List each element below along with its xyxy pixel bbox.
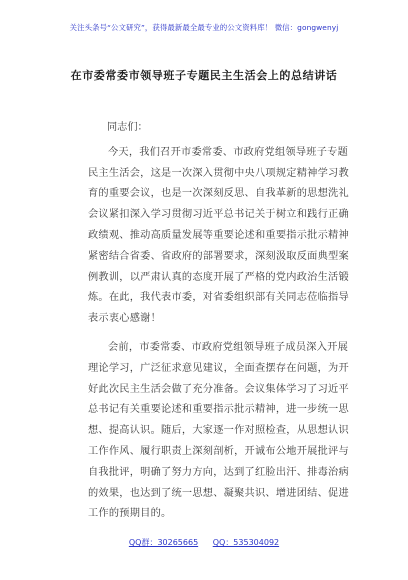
qq-link[interactable]: QQ：535304092 [212,538,280,547]
text-line: 自我批评，明确了努力方向，达到了红脸出汗、排毒治病 [88,466,349,478]
header-note: 关注头条号“公文研究”，获得最新最全最专业的公文资料库！ 微信：gongwenyj [69,23,339,32]
text-line: 例教训，以严肃认真的态度开展了严格的党内政治生活锻 [88,271,349,283]
text-line: 的效果，也达到了统一思想、凝聚共识、增进团结、促进 [88,487,349,499]
text-line: 政绩观、推动高质量发展等重要论述和重要指示批示精神 [88,229,349,241]
paragraph-1 [88,143,349,330]
text-line: 今天，我们召开市委常委、市政府党组领导班子专题 [108,146,349,158]
text-line: 民主生活会，这是一次深入贯彻中央八项规定精神学习教 [88,167,349,179]
text-line: 会议紧扣深入学习贯彻习近平总书记关于树立和践行正确 [88,209,349,221]
text-line: 紧密结合省委、省政府的部署要求，深刻汲取反面典型案 [88,250,349,262]
paragraph-2 [88,338,349,525]
footer-contact [0,537,408,548]
text-line: 理论学习，广泛征求意见建议，全面查摆存在问题，为开 [88,362,349,374]
document-body [88,118,349,533]
text-line: 会前，市委常委、市政府党组领导班子成员深入开展 [108,341,349,353]
qq-group-link[interactable]: QQ群：30265665 [128,538,199,547]
document-title: 在市委常委市领导班子专题民主生活会上的总结讲话 [70,69,338,82]
greeting: 同志们： [107,122,148,133]
text-line: 表示衷心感谢！ [88,313,162,325]
text-line: 工作的预期目的。 [88,508,172,520]
text-line: 育的重要会议，也是一次深刻反思、自我革新的思想洗礼 [88,188,349,200]
text-line: 想、提高认识。随后，大家逐一作对照检查，从思想认识 [88,425,349,437]
text-line: 好此次民主生活会做了充分准备。会议集体学习了习近平 [88,383,349,395]
text-line: 总书记有关重要论述和重要指示批示精神，进一步统一思 [88,404,349,416]
text-line: 工作作风、履行职责上深刻剖析，开诚布公地开展批评与 [88,445,349,457]
text-line: 炼。在此，我代表市委，对省委组织部有关同志莅临指导 [88,292,349,304]
